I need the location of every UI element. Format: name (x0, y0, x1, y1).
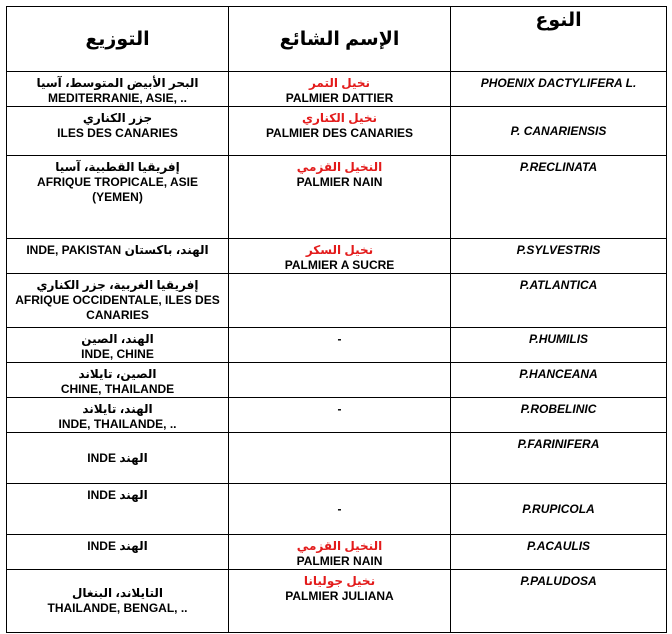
distribution-cell (7, 363, 229, 398)
common-name-cell (229, 433, 451, 484)
distribution-arabic: الهند (119, 488, 148, 502)
distribution-arabic: الهند، باكستان (124, 243, 209, 257)
distribution-arabic: الهند (119, 450, 148, 465)
table-row (7, 433, 667, 484)
species-cell: P.PALUDOSA (451, 570, 667, 633)
distribution-arabic: إفريقيا الغربية، جزر الكناري (36, 278, 199, 292)
species-cell: P.HUMILIS (451, 328, 667, 363)
table-row (7, 72, 667, 107)
distribution-arabic: البحر الأبيض المتوسط، آسيا (36, 76, 199, 90)
distribution-cell (7, 72, 229, 107)
species-cell: P.FARINIFERA (451, 433, 667, 484)
common-name-french: PALMIER NAIN (296, 175, 383, 189)
species-cell: P.RECLINATA (451, 156, 667, 239)
distribution-french: INDE, CHINE (81, 347, 154, 361)
species-cell: PHOENIX DACTYLIFERA L. (451, 72, 667, 107)
common-name-cell (229, 535, 451, 570)
distribution-french: INDE, PAKISTAN (26, 243, 122, 257)
distribution-arabic: الهند (119, 539, 148, 553)
common-name-french: PALMIER A SUCRE (284, 258, 395, 272)
distribution-french: AFRIQUE OCCIDENTALE, ILES DES CANARIES (15, 293, 220, 322)
common-name-french: PALMIER NAIN (296, 554, 383, 568)
distribution-arabic: الصين، تايلاند (78, 367, 157, 381)
species-cell: P. CANARIENSIS (451, 107, 667, 156)
header-distribution: التوزيع (7, 7, 229, 72)
distribution-arabic: الهند، الصين (81, 332, 154, 346)
distribution-arabic: جزر الكناري (82, 111, 153, 125)
common-name-cell (229, 239, 451, 274)
distribution-cell (7, 274, 229, 328)
common-name-cell (229, 484, 451, 535)
distribution-french: CHINE, THAILANDE (60, 382, 175, 396)
common-name-arabic: نخيل جوليانا (303, 574, 376, 588)
species-cell: P.SYLVESTRIS (451, 239, 667, 274)
common-name-french: PALMIER DATTIER (285, 91, 394, 105)
distribution-arabic: التايلاند، البنغال (71, 586, 164, 600)
common-name-arabic: النخيل القزمي (296, 539, 383, 553)
distribution-cell (7, 484, 229, 535)
species-cell: P.ACAULIS (451, 535, 667, 570)
species-cell: P.ATLANTICA (451, 274, 667, 328)
distribution-cell (7, 570, 229, 633)
header-common-name: الإسم الشائع (229, 7, 451, 72)
distribution-cell (7, 107, 229, 156)
distribution-french: ILES DES CANARIES (57, 126, 178, 140)
header-species: النوع (451, 7, 667, 72)
common-name-cell (229, 398, 451, 433)
distribution-french: AFRIQUE TROPICALE, ASIE (YEMEN) (37, 175, 198, 204)
table-row (7, 107, 667, 156)
table-row (7, 570, 667, 633)
common-name-french: PALMIER DES CANARIES (265, 126, 414, 140)
distribution-cell (7, 156, 229, 239)
distribution-french: INDE (87, 488, 116, 502)
common-name-cell (229, 328, 451, 363)
common-name-french: - (337, 501, 342, 516)
species-table (6, 6, 667, 633)
common-name-cell (229, 156, 451, 239)
table-row (7, 328, 667, 363)
common-name-french: - (337, 402, 342, 416)
common-name-arabic: نخيل الكناري (301, 111, 377, 125)
distribution-cell (7, 328, 229, 363)
table-row (7, 274, 667, 328)
distribution-french: THAILANDE, BENGAL, .. (47, 601, 188, 615)
distribution-french: INDE (87, 539, 116, 553)
common-name-arabic: النخيل القزمي (296, 160, 383, 174)
common-name-arabic: نخيل السكر (305, 243, 374, 257)
common-name-cell (229, 274, 451, 328)
species-cell: P.HANCEANA (451, 363, 667, 398)
table-row (7, 363, 667, 398)
distribution-arabic: الهند، تايلاند (82, 402, 153, 416)
common-name-french: - (337, 332, 342, 346)
distribution-cell (7, 433, 229, 484)
table-row (7, 398, 667, 433)
common-name-arabic: نخيل التمر (308, 76, 371, 90)
table-row (7, 484, 667, 535)
table-row (7, 239, 667, 274)
species-cell: P.ROBELINIC (451, 398, 667, 433)
header-row (7, 7, 667, 72)
species-cell: P.RUPICOLA (451, 484, 667, 535)
distribution-arabic: إفريقيا القطبية، آسيا (55, 160, 180, 174)
table-row (7, 156, 667, 239)
distribution-french: INDE, THAILANDE, .. (58, 417, 177, 431)
common-name-cell (229, 363, 451, 398)
distribution-french: MEDITERRANIE, ASIE, .. (48, 91, 187, 105)
distribution-cell (7, 239, 229, 274)
table-row (7, 535, 667, 570)
distribution-cell (7, 535, 229, 570)
distribution-french: INDE (87, 450, 116, 465)
common-name-cell (229, 570, 451, 633)
distribution-cell (7, 398, 229, 433)
common-name-cell (229, 72, 451, 107)
common-name-cell (229, 107, 451, 156)
common-name-french: PALMIER JULIANA (285, 589, 394, 603)
